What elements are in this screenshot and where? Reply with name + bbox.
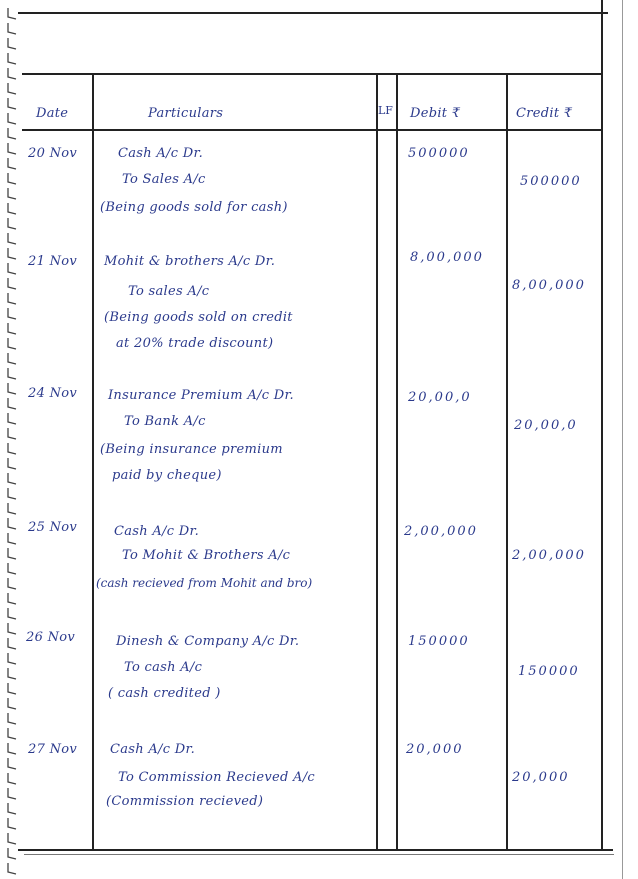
top-rule bbox=[18, 12, 608, 14]
entry-credit: 150000 bbox=[518, 664, 580, 679]
entry-debit: 20,000 bbox=[406, 742, 464, 757]
entry-date: 27 Nov bbox=[28, 742, 78, 757]
right-border bbox=[601, 0, 603, 851]
entry-line: To Commission Recieved A/c bbox=[118, 770, 315, 785]
right-edge bbox=[622, 0, 623, 879]
entry-credit: 20,000 bbox=[512, 770, 570, 785]
entry-line: Mohit & brothers A/c Dr. bbox=[104, 254, 276, 269]
col-divider-debit bbox=[506, 73, 508, 851]
spiral-binding bbox=[0, 0, 24, 879]
entry-debit: 2,00,000 bbox=[404, 524, 478, 539]
entry-credit: 8,00,000 bbox=[512, 278, 586, 293]
header-date: Date bbox=[36, 106, 69, 121]
header-lf: LF bbox=[378, 104, 393, 117]
entry-line: (Being goods sold for cash) bbox=[100, 200, 288, 215]
entry-line: To sales A/c bbox=[128, 284, 210, 299]
entry-line: Cash A/c Dr. bbox=[110, 742, 195, 757]
entry-date: 21 Nov bbox=[28, 254, 78, 269]
entry-line: at 20% trade discount) bbox=[116, 336, 274, 351]
entry-line: Insurance Premium A/c Dr. bbox=[108, 388, 294, 403]
entry-line: To Mohit & Brothers A/c bbox=[122, 548, 291, 563]
bottom-rule-2 bbox=[24, 854, 614, 855]
entry-debit: 500000 bbox=[408, 146, 470, 161]
entry-line: To Bank A/c bbox=[124, 414, 206, 429]
entry-line: (Being insurance premium bbox=[100, 442, 283, 457]
entry-credit: 500000 bbox=[520, 174, 582, 189]
header-particulars: Particulars bbox=[148, 106, 224, 121]
header-bottom-rule bbox=[22, 129, 602, 131]
entry-debit: 150000 bbox=[408, 634, 470, 649]
entry-credit: 2,00,000 bbox=[512, 548, 586, 563]
header-top-rule bbox=[22, 73, 602, 75]
col-divider-lf-right bbox=[396, 73, 398, 851]
col-divider-lf-left bbox=[376, 73, 378, 851]
col-divider-date bbox=[92, 73, 94, 851]
header-debit: Debit ₹ bbox=[410, 106, 461, 121]
entry-line: (cash recieved from Mohit and bro) bbox=[96, 576, 313, 590]
entry-date: 24 Nov bbox=[28, 386, 78, 401]
entry-date: 25 Nov bbox=[28, 520, 78, 535]
entry-line: paid by cheque) bbox=[112, 468, 222, 483]
entry-line: Dinesh & Company A/c Dr. bbox=[116, 634, 300, 649]
entry-line: Cash A/c Dr. bbox=[114, 524, 199, 539]
entry-line: To Sales A/c bbox=[122, 172, 206, 187]
entry-debit: 20,00,0 bbox=[408, 390, 472, 405]
entry-line: To cash A/c bbox=[124, 660, 203, 675]
entry-line: ( cash credited ) bbox=[108, 686, 221, 701]
header-credit: Credit ₹ bbox=[516, 106, 573, 121]
entry-line: (Being goods sold on credit bbox=[104, 310, 293, 325]
entry-credit: 20,00,0 bbox=[514, 418, 578, 433]
entry-date: 26 Nov bbox=[26, 630, 76, 645]
entry-debit: 8,00,000 bbox=[410, 250, 484, 265]
entry-line: (Commission recieved) bbox=[106, 794, 264, 809]
bottom-rule bbox=[18, 849, 613, 851]
entry-line: Cash A/c Dr. bbox=[118, 146, 203, 161]
entry-date: 20 Nov bbox=[28, 146, 78, 161]
